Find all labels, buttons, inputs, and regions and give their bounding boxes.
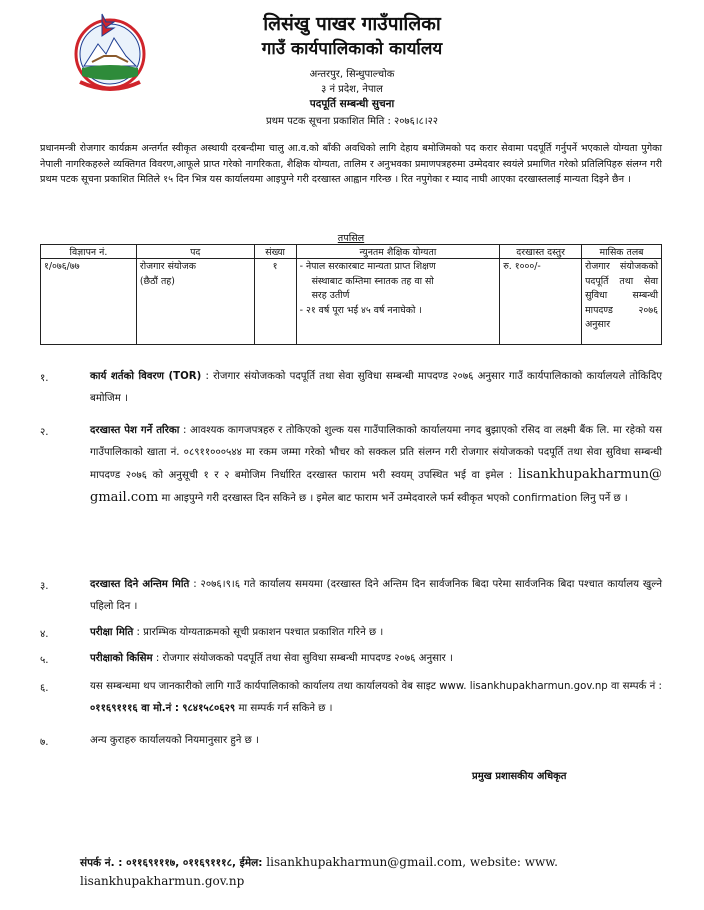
footer-email-website[interactable]: lisankhupakharmun@gmail.com, website: www. bbox=[266, 855, 558, 869]
item-text: अन्य कुराहरु कार्यालयको नियमानुसार हुने छ । bbox=[90, 735, 259, 746]
notice-subject: पदपूर्ति सम्बन्धी सुचना bbox=[309, 98, 395, 110]
intro-paragraph: प्रधानमन्त्री रोजगार कार्यक्रम अन्तर्गत स्वीकृत अस्थायी दरबन्दीमा चालु आ.व.को बाँकी अवधिको लागि देहाय बमोजिमको पद करार सेवामा पदपूर्ति गर्नुपर्ने भएकाले योग्यता पुगेका नेपाली नागरिकहरुले व्यक्तिगत विवरण,आफूले प्राप्त गरेको नागरिकता, शैक्षिक योग्यता, तालिम र अनुभवका प्रमाणपत्रहरुमा उम्मेदवार स्वयंले प्रमाणित गरेको प्रतिलिपिहरु संलग्न गरी प्रथम पटक सूचना प्रकाशित मितिले १५ दिन भित्र यस कार्यालयमा आइपुग्ने गरी दरखास्त आह्वान गरिन्छ । रित नपुगेका र म्याद नाघी आएका दरखास्तलाई मान्यता दिइने छैन । bbox=[40, 143, 662, 186]
cell-qualification bbox=[296, 259, 500, 345]
phone-label: ०११६९१११६ वा मो.नं : bbox=[90, 703, 179, 714]
address-line-1: अन्तरपुर, सिन्धुपाल्चोक bbox=[309, 69, 395, 80]
item-text: : प्रारम्भिक योग्यताक्रमको सूची प्रकाशन पश्चात प्रकाशित गरिने छ । bbox=[136, 627, 384, 638]
item-text: : आवश्यक कागजपत्रहरु र तोकिएको शुल्क यस गाउँपालिकाको कार्यालयमा नगद बुझाएको रसिद वा लक्ष्मी बैंक लि. मा रहेको यस गाउँपालिकाको खाता नं. ०८९११०००५४४ मा रकम जम्मा गरेको भौचर को सक्कल प्रति संलग्न गरी रोजगार संयोजकको पदपूर्ति तथा सेवा सुविधा सम्बन्धी मापदण्ड २०७६ को अनुसूची १ र २ बमोजिम निर्धारित दरखास्त फाराम भरी स्वयम् उपस्थित भई वा इमेल : bbox=[90, 425, 662, 481]
item-number: १. bbox=[40, 373, 49, 384]
qualification-line: संस्थाबाट कम्तिमा स्नातक तह वा सो bbox=[311, 275, 434, 287]
qualification-line: - २१ वर्ष पूरा भई ४५ वर्ष ननाघेको । bbox=[299, 304, 422, 316]
cell-ad-no: १/०७६/७७ bbox=[41, 259, 137, 345]
signature-title: प्रमुख प्रशासकीय अधिकृत bbox=[472, 771, 567, 782]
item-number: ४. bbox=[40, 629, 49, 640]
item-text: : २०७६।९।६ गते कार्यालय समयमा (दरखास्त दिने अन्तिम दिन सार्वजनिक बिदा परेमा सार्वजनिक बिदा पश्चात कार्यालय खुल्ने पहिलो दिन । bbox=[90, 579, 662, 612]
header-fee: दरखास्त दस्तुर bbox=[500, 245, 582, 259]
cell-count: १ bbox=[254, 259, 296, 345]
item-text: : रोजगार संयोजकको पदपूर्ति तथा सेवा सुविधा सम्बन्धी मापदण्ड २०७६ अनुसार । bbox=[155, 653, 453, 664]
email-link[interactable]: lisankhupakharmun@ gmail.com bbox=[90, 467, 662, 505]
header-qualification: न्युनतम शैक्षिक योग्यता bbox=[296, 245, 500, 259]
cell-salary: रोजगार संयोजकको पदपूर्ति तथा सेवा सुविधा सम्बन्धी मापदण्ड २०७६ अनुसार bbox=[582, 259, 662, 345]
item-label: परीक्षाको किसिम bbox=[90, 653, 153, 664]
header-ad-no: विज्ञापन नं. bbox=[41, 245, 137, 259]
item-text: : रोजगार संयोजकको पदपूर्ति तथा सेवा सुविधा सम्बन्धी मापदण्ड २०७६ अनुसार गाउँ कार्यपालिकाको कार्यालयले तोकिदिए बमोजिम । bbox=[90, 371, 662, 404]
office-name: लिसंखु पाखर गाउँपालिका bbox=[263, 13, 441, 35]
item-number: ६. bbox=[40, 683, 49, 694]
item-label: कार्य शर्तको विवरण (TOR) bbox=[90, 371, 202, 382]
qualification-line: - नेपाल सरकारबाट मान्यता प्राप्त शिक्षण bbox=[299, 261, 436, 272]
footer-contact-label: संपर्क नं. : ०११६९१११७, ०११६९१११८, ईमेल: bbox=[80, 857, 263, 869]
item-text-continued: मा सम्पर्क गर्न सकिने छ । bbox=[238, 703, 333, 714]
department-name: गाउँ कार्यपालिकाको कार्यालय bbox=[261, 39, 443, 59]
item-number: ५. bbox=[40, 655, 49, 666]
cell-fee: रु. १०००/- bbox=[500, 259, 582, 345]
footer-contact bbox=[80, 853, 640, 890]
footer-website-link[interactable]: lisankhupakharmun.gov.np bbox=[80, 874, 245, 888]
header-count: संख्या bbox=[254, 245, 296, 259]
item-label: दरखास्त पेश गर्ने तरिका bbox=[90, 425, 180, 436]
address-line-2: ३ नं प्रदेश, नेपाल bbox=[321, 84, 383, 95]
header-post: पद bbox=[136, 245, 254, 259]
table-caption: तपसिल bbox=[337, 233, 365, 244]
cell-post bbox=[136, 259, 254, 345]
table-header-row bbox=[41, 245, 662, 259]
qualification-line: सरह उतीर्ण bbox=[311, 290, 350, 301]
item-text-continued: मा आइपुग्ने गरी दरखास्त दिन सकिने छ । इमेल बाट फाराम भर्ने उम्मेदवारले फर्म स्वीकृत भएको confirmation लिनु पर्ने छ । bbox=[161, 493, 628, 504]
header-salary: मासिक तलब bbox=[582, 245, 662, 259]
vacancy-table bbox=[40, 244, 662, 345]
post-level: (छैठौं तह) bbox=[139, 275, 175, 287]
item-label: परीक्षा मिति bbox=[90, 627, 134, 638]
item-text: यस सम्बन्धमा थप जानकारीको लागि गाउँ कार्यपालिकाको कार्यालय तथा कार्यालयको वेब साइट www. lisankhupakharmun.gov.np वा सम्पर्क नं : bbox=[90, 681, 662, 692]
item-number: ७. bbox=[40, 737, 49, 748]
item-label: दरखास्त दिने अन्तिम मिति bbox=[90, 579, 190, 590]
publication-date: प्रथम पटक सूचना प्रकाशित मिति : २०७६।८।२२ bbox=[265, 116, 439, 127]
item-number: ३. bbox=[40, 581, 49, 592]
mobile-number: ९८४१५८०६२९ bbox=[182, 703, 236, 714]
table-row bbox=[41, 259, 662, 345]
item-number: २. bbox=[40, 427, 49, 438]
post-name: रोजगार संयोजक bbox=[139, 261, 196, 272]
